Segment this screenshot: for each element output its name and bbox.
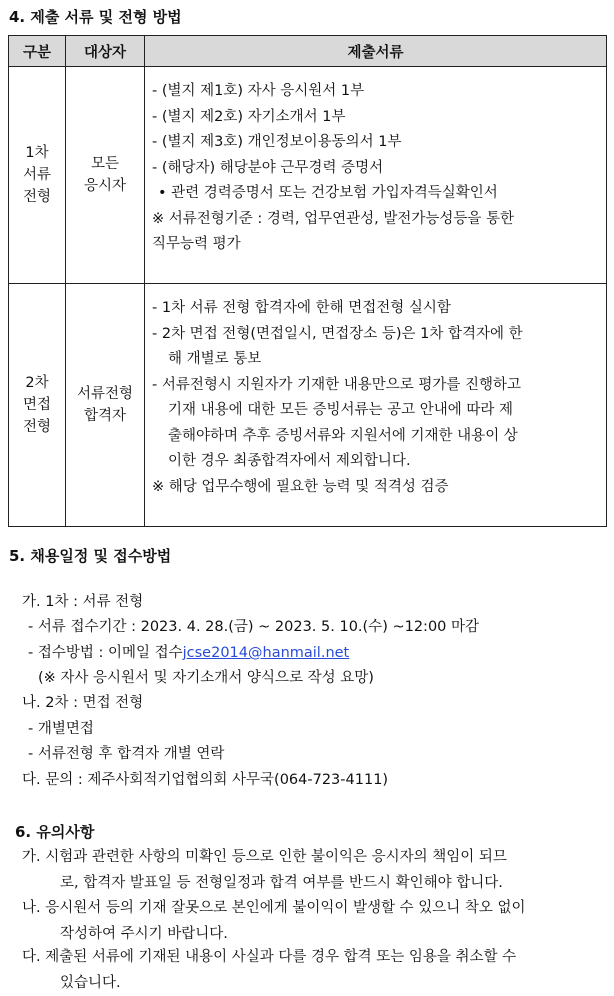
interview-item-cont: 기재 내용에 대한 모든 증빙서류는 공고 안내에 따라 제 (152, 398, 600, 424)
interview-item-cont: 해 개별로 통보 (152, 347, 600, 373)
target-text: 모든 (67, 153, 143, 175)
document-subitem: • 관련 경력증명서 또는 건강보험 가입자격득실확인서 (152, 181, 600, 207)
stage-cell (9, 284, 66, 527)
interview-note: ※ 해당 업무수행에 필요한 능력 및 적격성 검증 (152, 475, 600, 501)
document-item: - (별지 제3호) 개인정보이용동의서 1부 (152, 130, 600, 156)
document-item: - (해당자) 해당분야 근무경력 증명서 (152, 156, 600, 182)
notice-line-cont: 로, 합격자 발표일 등 전형일정과 합격 여부를 반드시 확인해야 합니다. (22, 871, 610, 897)
method-label: - 접수방법 : 이메일 접수 (28, 645, 183, 661)
stage-text: 전형 (10, 186, 64, 208)
schedule-line: 가. 1차 : 서류 전형 (22, 589, 143, 615)
stage-text: 2차 (10, 372, 64, 394)
interview-item: - 서류전형시 지원자가 기재한 내용만으로 평가를 진행하고 (152, 373, 600, 399)
stage-text: 면접 (10, 394, 64, 416)
section4-title: 4. 제출 서류 및 전형 방법 (9, 6, 182, 27)
notice-line: 다. 제출된 서류에 기재된 내용이 사실과 다를 경우 합격 또는 임용을 취소할 수 (22, 945, 610, 971)
target-cell (66, 284, 145, 527)
schedule-line: - 서류전형 후 합격자 개별 연락 (28, 741, 224, 767)
schedule-line: 다. 문의 : 제주사회적기업협의회 사무국(064-723-4111) (22, 767, 388, 793)
schedule-line: - 서류 접수기간 : 2023. 4. 28.(금) ~ 2023. 5. 10.(수) ~12:00 마감 (28, 614, 479, 640)
document-item: - (별지 제2호) 자기소개서 1부 (152, 105, 600, 131)
target-text: 서류전형 (67, 383, 143, 405)
stage-text: 서류 (10, 164, 64, 186)
criteria-note: ※ 서류전형기준 : 경력, 업무연관성, 발전가능성등을 통한 (152, 207, 600, 233)
document-item: - (별지 제1호) 자사 응시원서 1부 (152, 79, 600, 105)
notice-item (22, 896, 610, 947)
target-text: 합격자 (67, 405, 143, 427)
header-target: 대상자 (66, 36, 145, 67)
table-row (9, 284, 607, 527)
schedule-line: - 개별면접 (28, 716, 94, 742)
target-cell (66, 67, 145, 284)
target-text: 응시자 (67, 175, 143, 197)
section5-title: 5. 채용일정 및 접수방법 (9, 545, 171, 566)
submission-table (8, 35, 607, 527)
notice-item (22, 945, 610, 996)
stage-text: 1차 (10, 142, 64, 164)
stage-text: 전형 (10, 416, 64, 438)
notice-line-cont: 작성하여 주시기 바랍니다. (22, 922, 610, 948)
header-documents: 제출서류 (145, 36, 607, 67)
section6-title: 6. 유의사항 (15, 821, 94, 842)
criteria-note-cont: 직무능력 평가 (152, 232, 600, 258)
stage-cell (9, 67, 66, 284)
documents-cell (145, 284, 607, 527)
table-header-row (9, 36, 607, 67)
interview-item-cont: 출해야하며 추후 증빙서류와 지원서에 기재한 내용이 상 (152, 424, 600, 450)
documents-cell (145, 67, 607, 284)
interview-item-cont: 이한 경우 최종합격자에서 제외합니다. (152, 449, 600, 475)
notice-line-cont: 있습니다. (22, 971, 610, 996)
table-row (9, 67, 607, 284)
notice-line: 가. 시험과 관련한 사항의 미확인 등으로 인한 불이익은 응시자의 책임이 되므 (22, 845, 610, 871)
interview-item: - 2차 면접 전형(면접일시, 면접장소 등)은 1차 합격자에 한 (152, 322, 600, 348)
schedule-line: (※ 자사 응시원서 및 자기소개서 양식으로 작성 요망) (38, 665, 374, 691)
header-category: 구분 (9, 36, 66, 67)
schedule-line (28, 640, 349, 666)
email-link[interactable]: jcse2014@hanmail.net (183, 645, 350, 661)
notice-item (22, 845, 610, 896)
interview-item: - 1차 서류 전형 합격자에 한해 면접전형 실시함 (152, 296, 600, 322)
notice-line: 나. 응시원서 등의 기재 잘못으로 본인에게 불이익이 발생할 수 있으니 착오 없이 (22, 896, 610, 922)
schedule-line: 나. 2차 : 면접 전형 (22, 690, 143, 716)
